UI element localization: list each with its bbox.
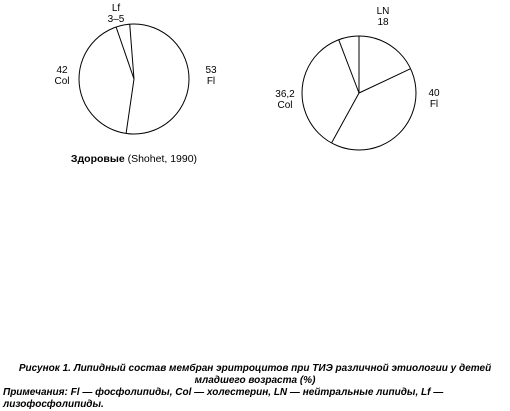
pie-title: Здоровые (Shohet, 1990) [70, 153, 198, 165]
pie-chart-2 [275, 6, 440, 150]
slice-boundary-col [126, 79, 134, 133]
slice-label-fl: 53 Fl [205, 65, 217, 87]
pie-chart-1 [54, 3, 217, 165]
slice-boundary-lf [116, 27, 134, 79]
slice-boundary-col [332, 93, 359, 143]
figure-caption [0, 363, 510, 411]
slice-label-lf: Lf 3–5 [107, 3, 125, 25]
slice-boundary-fl [359, 69, 411, 93]
slice-label-col: 42 Col [54, 65, 70, 87]
caption-notes: Примечания: Fl — фосфолипиды, Col — холестерин, LN — нейтральные липиды, Lf — лизофосфолипиды. [3, 387, 444, 410]
caption-title: Рисунок 1. Липидный состав мембран эритроцитов при ТИЭ различной этиологии у детей младшего возраста (%) [18, 363, 492, 386]
slice-label-ln: LN 18 [376, 6, 390, 28]
slice-boundary-lf [339, 40, 359, 93]
slice-boundary-fl [130, 24, 134, 79]
slice-label-fl: 40 Fl [428, 88, 440, 110]
slice-label-col: 36,2 Col [275, 89, 295, 111]
